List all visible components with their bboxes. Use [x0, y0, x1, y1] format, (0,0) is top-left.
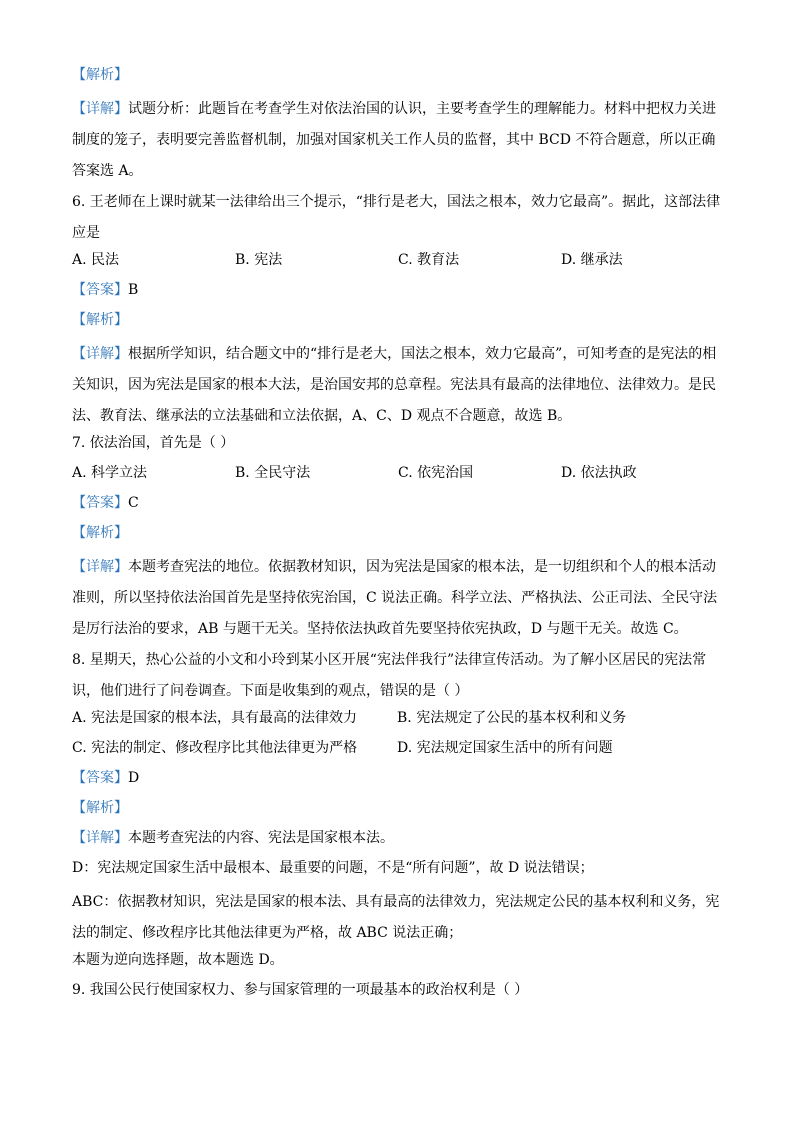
- body-text: 本题考查宪法的内容、宪法是国家根本法。: [128, 830, 394, 846]
- option-text: A. 宪法是国家的根本法，具有最高的法律效力: [72, 710, 358, 726]
- section-tag: 【详解】: [72, 101, 128, 117]
- text-line: [72, 64, 722, 86]
- section-tag: 【详解】: [72, 346, 128, 362]
- option-text: A. 民法: [72, 252, 120, 268]
- option-text: C. 宪法的制定、修改程序比其他法律更为严格: [72, 740, 358, 756]
- body-text: 根据所学知识，结合题文中的“排行是老大，国法之根本，效力它最高”，可知考查的是宪法的相关知识，因为宪法是国家的根本大法，是治国安邦的总章程。宪法具有最高的法律地位、法律效力。是民法、教育法、继承法的立法基础和立法依据，A、C、D 观点不合题意，故选 B。: [72, 346, 717, 424]
- option-text: B. 宪法: [235, 252, 283, 268]
- section-tag: 【答案】: [72, 495, 128, 511]
- body-text: D：宪法规定国家生活中最根本、最重要的问题，不是“所有问题”，故 D 说法错误；: [72, 860, 594, 876]
- options-row: [72, 462, 722, 484]
- body-text: 试题分析：此题旨在考查学生对依法治国的认识，主要考查学生的理解能力。材料中把权力关进制度的笼子，表明要完善监督机制，加强对国家机关工作人员的监督，其中 BCD 不符合题意，所以正确答案选 A。: [72, 101, 716, 179]
- body-text: C: [128, 495, 139, 511]
- section-tag: 【解析】: [72, 312, 128, 328]
- text-line: [72, 827, 722, 849]
- section-tag: 【解析】: [72, 67, 128, 83]
- options-row: [72, 707, 722, 729]
- paragraph: [72, 887, 722, 949]
- section-tag: 【解析】: [72, 800, 128, 816]
- option-text: B. 全民守法: [235, 465, 311, 481]
- section-tag: 【详解】: [72, 559, 128, 575]
- body-text: 8. 星期天，热心公益的小文和小玲到某小区开展“宪法伴我行”法律宣传活动。为了解小区居民的宪法常识，他们进行了问卷调查。下面是收集到的观点，错误的是（ ）: [72, 652, 707, 699]
- document-page: [72, 64, 722, 1009]
- paragraph: [72, 94, 722, 187]
- section-tag: 【解析】: [72, 525, 128, 541]
- text-line: [72, 432, 722, 454]
- text-line: [72, 857, 722, 879]
- option-text: D. 依法执政: [561, 465, 637, 481]
- text-line: [72, 949, 722, 971]
- text-line: [72, 492, 722, 514]
- option-text: B. 宪法规定了公民的基本权利和义务: [397, 710, 627, 726]
- text-line: [72, 767, 722, 789]
- option-text: C. 依宪治国: [398, 465, 474, 481]
- body-text: 9. 我国公民行使国家权力、参与国家管理的一项最基本的政治权利是（ ）: [72, 982, 529, 998]
- option-text: A. 科学立法: [72, 465, 148, 481]
- options-row: [72, 249, 722, 271]
- text-line: [72, 522, 722, 544]
- paragraph: [72, 187, 722, 249]
- body-text: 本题为逆向选择题，故本题选 D。: [72, 952, 284, 968]
- options-row: [72, 737, 722, 759]
- body-text: 6. 王老师在上课时就某一法律给出三个提示，“排行是老大，国法之根本，效力它最高”。据此，这部法律应是: [72, 194, 721, 241]
- paragraph: [72, 552, 722, 645]
- text-line: [72, 309, 722, 331]
- text-line: [72, 797, 722, 819]
- body-text: ABC：依据教材知识，宪法是国家的根本法、具有最高的法律效力，宪法规定公民的基本权利和义务，宪法的制定、修改程序比其他法律更为严格，故 ABC 说法正确；: [72, 894, 720, 941]
- section-tag: 【答案】: [72, 770, 128, 786]
- body-text: 本题考查宪法的地位。依据教材知识，因为宪法是国家的根本法，是一切组织和个人的根本活动准则，所以坚持依法治国首先是坚持依宪治国，C 说法正确。科学立法、严格执法、公正司法、全民守法是厉行法治的要求，AB 与题干无关。坚持依法执政首先要坚持依宪执政，D 与题干无关。故选 C。: [72, 559, 718, 637]
- option-text: C. 教育法: [398, 252, 460, 268]
- option-text: D. 继承法: [561, 252, 623, 268]
- body-text: B: [128, 282, 139, 298]
- text-line: [72, 979, 722, 1001]
- option-text: D. 宪法规定国家生活中的所有问题: [397, 740, 613, 756]
- body-text: 7. 依法治国，首先是（ ）: [72, 435, 235, 451]
- section-tag: 【答案】: [72, 282, 128, 298]
- text-line: [72, 279, 722, 301]
- paragraph: [72, 339, 722, 432]
- body-text: D: [128, 770, 140, 786]
- section-tag: 【详解】: [72, 830, 128, 846]
- paragraph: [72, 645, 722, 707]
